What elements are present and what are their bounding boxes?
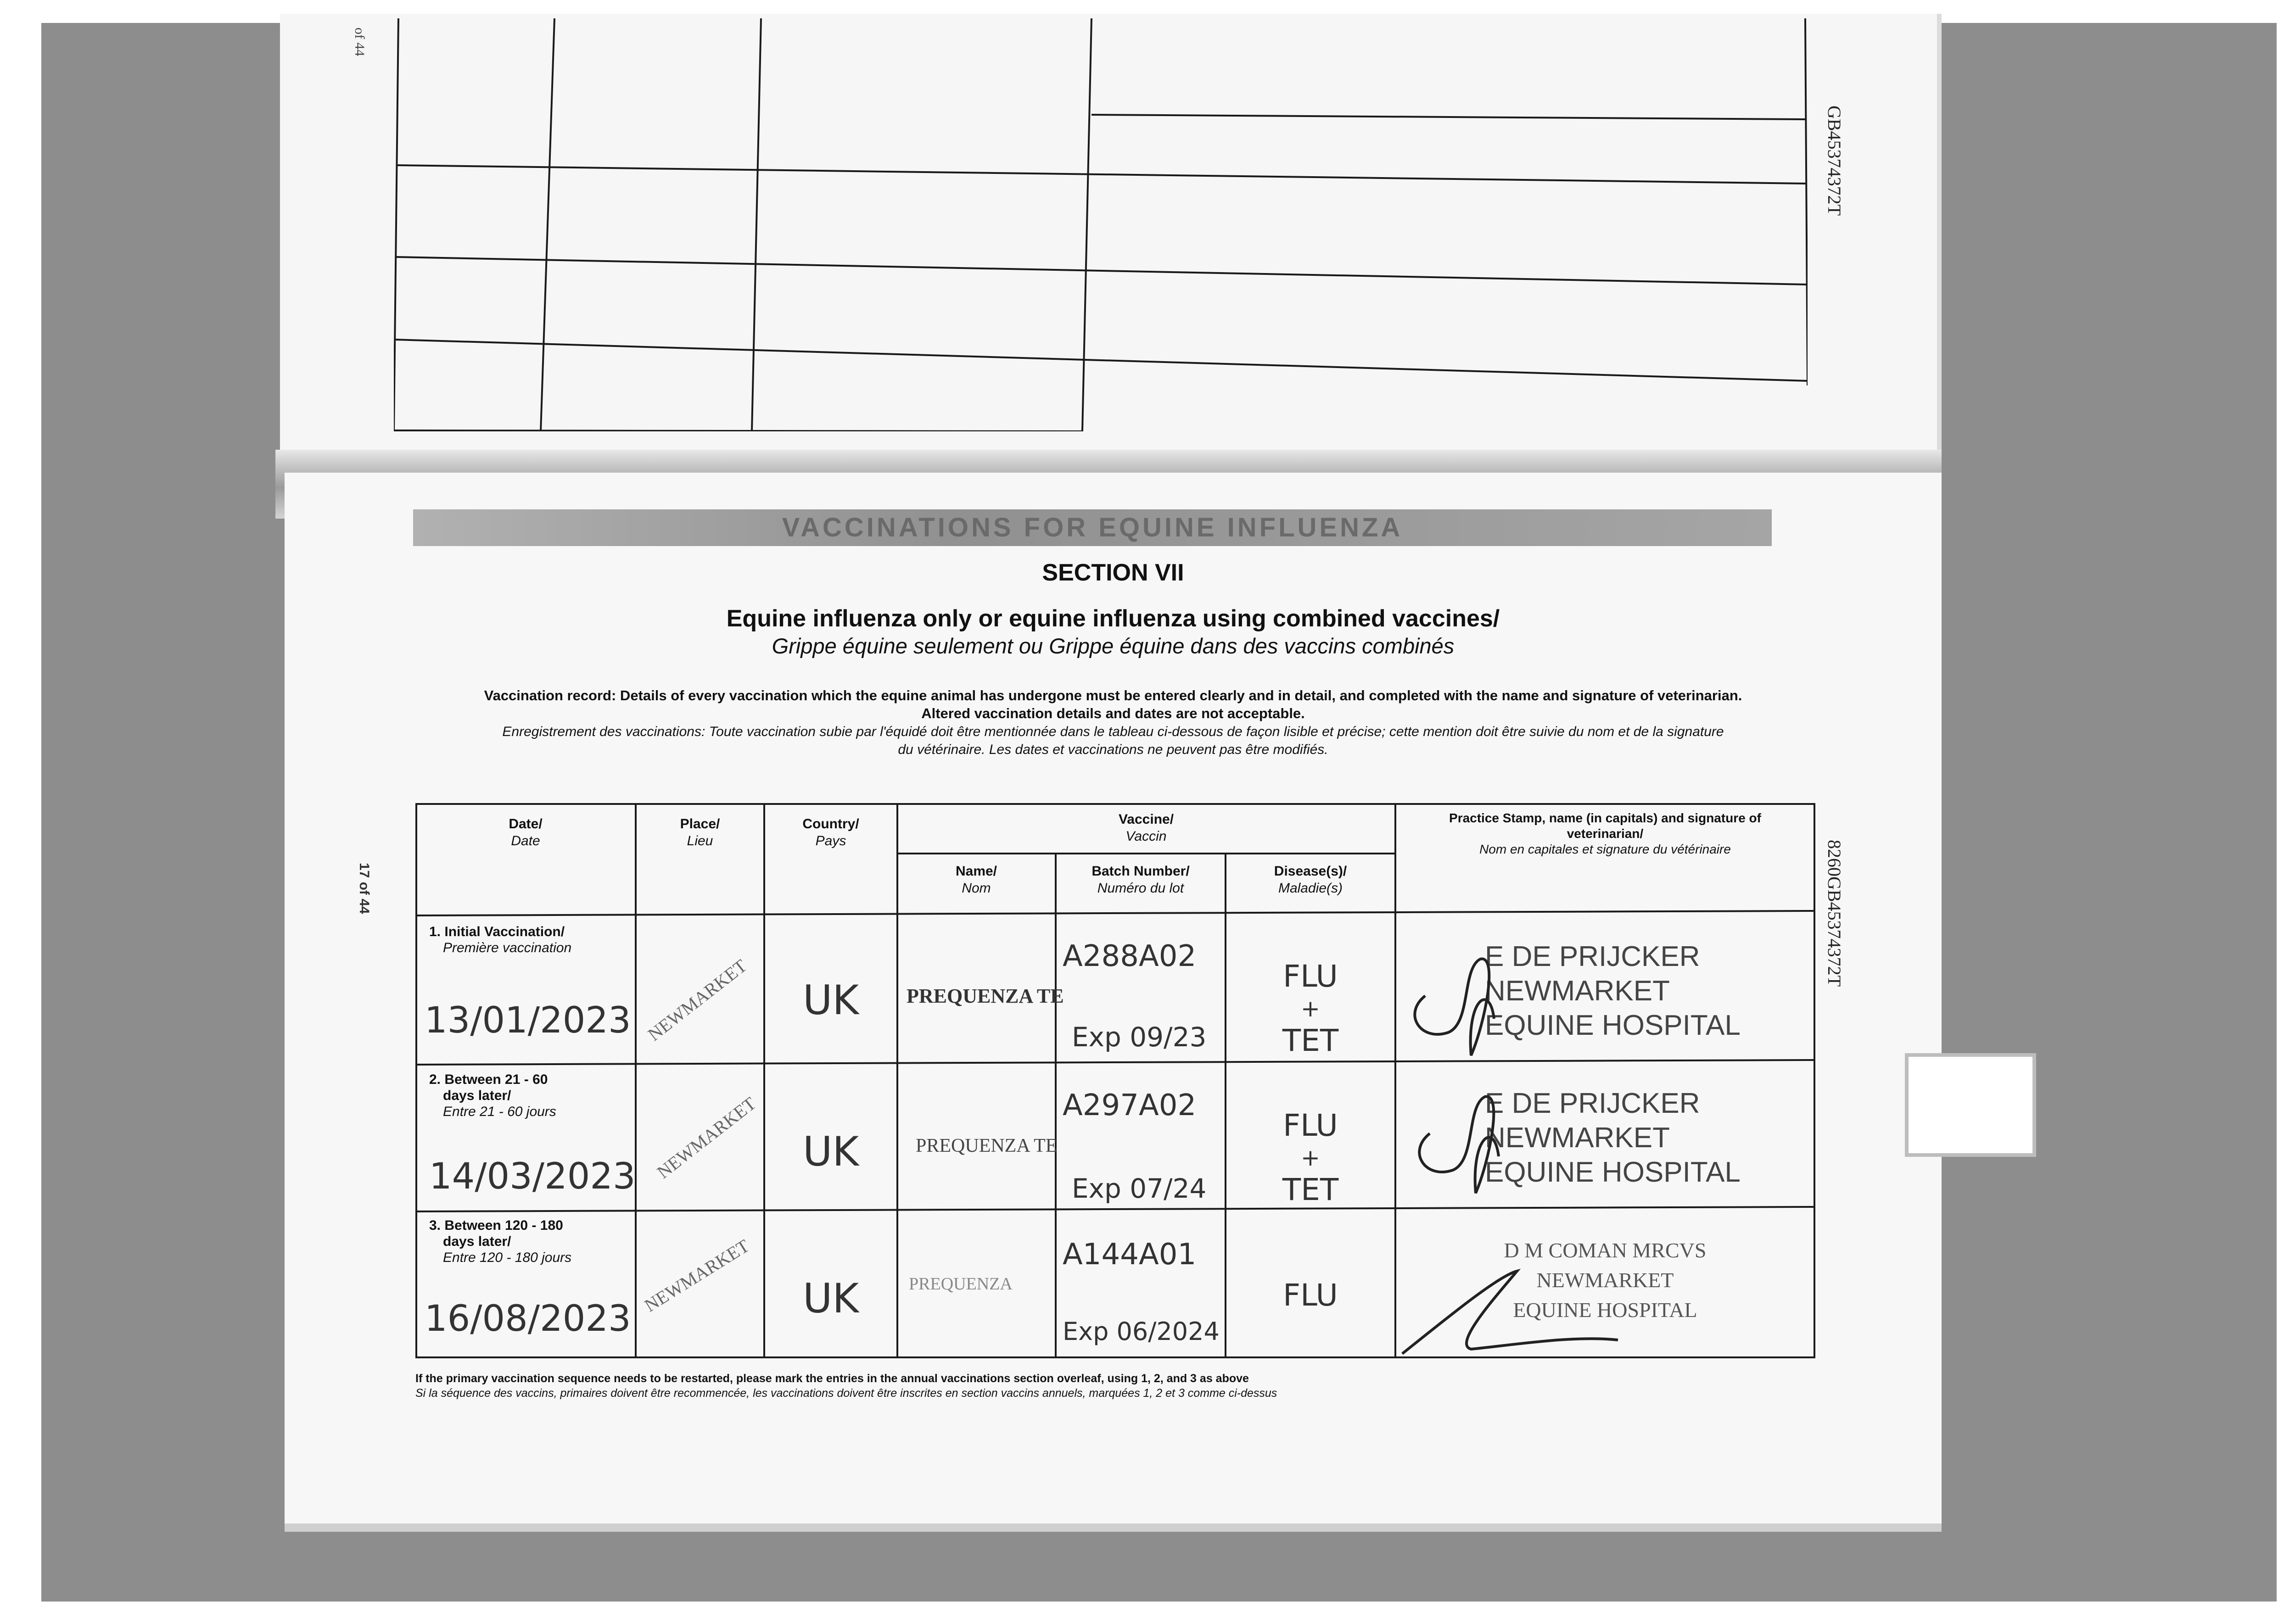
header-date-fr: Date	[511, 833, 540, 848]
instructions-english-2: Altered vaccination details and dates are not acceptable.	[921, 705, 1305, 721]
row-label-1: 2. Between 21 - 60	[429, 1072, 548, 1087]
instructions-english-1: Vaccination record: Details of every vaccination which the equine animal has undergone must be entered clearly and in detail, and completed with the name and signature of veterinarian.	[484, 687, 1742, 703]
header-batch-en: Batch Number/	[1092, 864, 1190, 879]
page-tab	[1905, 1053, 2036, 1157]
handwritten-expiry: Exp 09/23	[1072, 1021, 1207, 1053]
handwritten-disease-2: +	[1301, 1144, 1320, 1171]
practice-stamp-line-2: NEWMARKET	[1536, 1268, 1674, 1292]
row-label-1: 1. Initial Vaccination/	[429, 924, 565, 939]
row-label-3: Entre 120 - 180 jours	[443, 1250, 572, 1265]
section-title: SECTION VII	[1042, 559, 1184, 586]
row-label-2: Première vaccination	[443, 940, 572, 955]
handwritten-date: 16/08/2023	[425, 1298, 631, 1339]
handwritten-disease-3: TET	[1282, 1172, 1339, 1207]
previous-page-table	[394, 18, 1808, 431]
passport-number-top: GB45374372T	[1824, 106, 1845, 216]
header-place-en: Place/	[680, 816, 720, 832]
table-row	[425, 924, 1741, 1058]
heading-english: Equine influenza only or equine influenza using combined vaccines/	[726, 605, 1500, 632]
handwritten-disease-1: FLU	[1283, 1278, 1338, 1313]
handwritten-disease-2: +	[1301, 995, 1320, 1022]
vet-signature	[1415, 959, 1494, 1055]
vaccine-name-stamp: PREQUENZA	[909, 1274, 1013, 1294]
passport-number-side: 8260GB45374372T	[1824, 840, 1845, 987]
handwritten-disease-1: FLU	[1283, 959, 1338, 994]
row-label-1: 3. Between 120 - 180	[429, 1218, 563, 1233]
header-date-en: Date/	[509, 816, 543, 832]
instructions-french-2: du vétérinaire. Les dates et vaccinations ne peuvent pas être modifiés.	[898, 742, 1328, 757]
practice-stamp-line-2: NEWMARKET	[1485, 1122, 1670, 1154]
handwritten-expiry: Exp 06/2024	[1063, 1317, 1220, 1346]
header-stamp-en-1: Practice Stamp, name (in capitals) and signature of	[1449, 811, 1761, 825]
header-place-fr: Lieu	[687, 833, 713, 848]
header-country-fr: Pays	[815, 833, 846, 848]
header-name-fr: Nom	[962, 881, 991, 896]
header-name-en: Name/	[955, 864, 997, 879]
table-row	[429, 1072, 1741, 1207]
footnote-english: If the primary vaccination sequence needs to be restarted, please mark the entries in the annual vaccinations section overleaf, using 1, 2, and 3 as above	[415, 1372, 1249, 1385]
practice-stamp-line-1: E DE PRIJCKER	[1485, 941, 1700, 972]
place-stamp: NEWMARKET	[640, 1235, 753, 1316]
practice-stamp-line-3: EQUINE HOSPITAL	[1485, 1010, 1741, 1041]
row-label-2: days later/	[443, 1088, 511, 1103]
header-stamp-fr: Nom en capitales et signature du vétérinaire	[1479, 842, 1731, 856]
vaccination-table	[415, 803, 1815, 1358]
handwritten-batch: A288A02	[1063, 939, 1197, 973]
table-row	[425, 1218, 1706, 1354]
handwritten-country: UK	[802, 1275, 859, 1322]
header-disease-fr: Maladie(s)	[1278, 881, 1343, 896]
header-disease-en: Disease(s)/	[1274, 864, 1347, 879]
place-stamp: NEWMARKET	[644, 955, 751, 1045]
footnote-french: Si la séquence des vaccins, primaires doivent être recommencée, les vaccinations doivent être inscrites en section vaccins annuels, marquées 1, 2 et 3 comme ci-dessus	[415, 1387, 1277, 1400]
previous-page-marker: of 44	[352, 28, 367, 56]
heading-french: Grippe équine seulement ou Grippe équine dans des vaccins combinés	[772, 634, 1455, 658]
header-batch-fr: Numéro du lot	[1097, 881, 1184, 896]
row-label-3: Entre 21 - 60 jours	[443, 1104, 556, 1119]
practice-stamp-line-1: D M COMAN MRCVS	[1504, 1239, 1707, 1262]
vaccine-name-stamp: PREQUENZA TE	[907, 985, 1064, 1007]
header-country-en: Country/	[802, 816, 859, 832]
handwritten-disease-3: TET	[1282, 1023, 1339, 1058]
vaccine-name-stamp: PREQUENZA TE	[916, 1135, 1058, 1156]
handwritten-date: 13/01/2023	[425, 1000, 631, 1041]
handwritten-country: UK	[802, 1128, 859, 1175]
header-vaccine-en: Vaccine/	[1118, 812, 1174, 827]
handwritten-expiry: Exp 07/24	[1072, 1173, 1207, 1204]
handwritten-batch: A144A01	[1063, 1238, 1197, 1272]
handwritten-country: UK	[802, 977, 859, 1024]
handwritten-date: 14/03/2023	[429, 1156, 636, 1197]
handwritten-disease-1: FLU	[1283, 1108, 1338, 1143]
blurred-banner: VACCINATIONS FOR EQUINE INFLUENZA	[413, 509, 1772, 546]
practice-stamp-line-3: EQUINE HOSPITAL	[1513, 1298, 1697, 1322]
practice-stamp-line-2: NEWMARKET	[1485, 975, 1670, 1007]
practice-stamp-line-3: EQUINE HOSPITAL	[1485, 1156, 1741, 1188]
practice-stamp-line-1: E DE PRIJCKER	[1485, 1088, 1700, 1119]
header-stamp-en-2: veterinarian/	[1567, 826, 1644, 841]
place-stamp: NEWMARKET	[653, 1093, 760, 1183]
row-label-2: days later/	[443, 1234, 511, 1249]
header-vaccine-fr: Vaccin	[1125, 829, 1167, 844]
instructions-french-1: Enregistrement des vaccinations: Toute vaccination subie par l'équidé doit être mentionnée dans le tableau ci-dessous de façon lisible et précise; cette mention doit être suivie du nom et de la signature	[502, 724, 1724, 739]
page-number: 17 of 44	[357, 863, 372, 914]
handwritten-batch: A297A02	[1063, 1088, 1197, 1122]
